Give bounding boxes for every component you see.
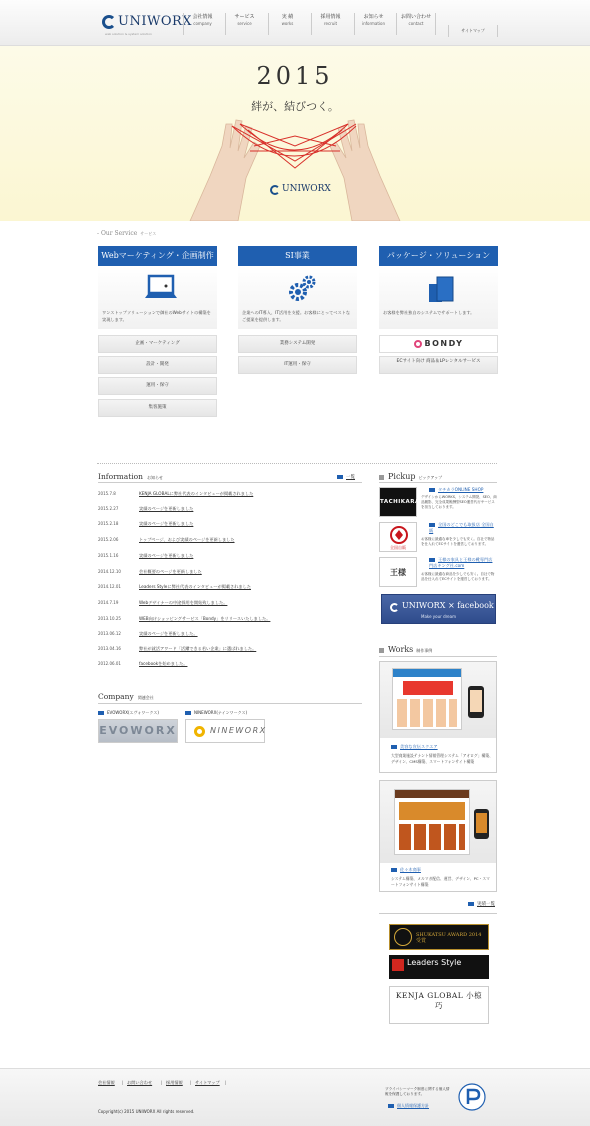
news-link[interactable]: 会社概要のページを更新しました [139,569,202,574]
evoworx-logo[interactable]: EVOWORX [98,719,178,743]
arrow-icon [391,868,397,872]
facebook-banner[interactable]: UNIWORX × facebook Make your dream [381,594,496,624]
nav-information[interactable]: お知らせ information [354,13,392,35]
news-link[interactable]: トップページ、および実績のページを更新しました [139,537,235,542]
section-divider [97,463,497,464]
award-medal-icon [394,928,412,946]
company-rule [98,703,362,704]
pickup-title: Pickup ピックアップ [379,472,442,481]
laptop-icon [144,274,178,302]
works-list-link[interactable]: 実績一覧 [468,901,495,907]
bondy-logo-icon [414,340,422,348]
news-date: 2015.7.8 [98,491,116,496]
site-footer [0,1068,590,1126]
privacy-note: プライバシーマーク制度に関する個人情報を保護しております。 [385,1087,450,1096]
information-title: Information お知らせ [98,472,163,481]
work-desc: 大型商業施設テナント情報管理システム「アオログ」構築、デザイン、CMS構築、スマートフォンサイト構築 [391,753,493,764]
news-link[interactable]: Webデザイナーの中途採用を開始致しました。 [139,600,228,605]
news-date: 2015.2.06 [98,537,119,542]
nineworx-mark-icon [194,726,205,737]
nav-recruit[interactable]: 採用情報 recruit [311,13,349,35]
uniworx-mark-icon [390,603,399,612]
ec-rental-button[interactable]: ECサイト向け 商品＆LPレンタルサービス [379,356,498,374]
pickup-desc: お客様に最適な商品を少しでも安く。自社で物品を仕入れてECサイトを運営しております。 [421,572,495,581]
kenja-global-banner[interactable]: KENJA GLOBAL 小椋 巧 [389,986,489,1024]
footer-link-sitemap[interactable]: サイトマップ [195,1080,220,1085]
work-desc: システム構築、メルマガ配信、運営、デザイン、PC・スマートフォンサイト構築 [391,876,490,887]
sitemap-link[interactable]: サイトマップ [448,25,498,37]
arrow-icon [185,711,191,715]
information-list-link[interactable]: 一覧 [337,474,355,480]
nav-contact[interactable]: お問い合わせ contact [396,13,436,35]
pickup-link[interactable]: タチカラONLINE SHOP [429,487,483,493]
company-title: Company 関連会社 [98,692,154,701]
news-date: 2014.12.10 [98,569,121,574]
service-web-desc: ワンストップソリューションで御社のWebサイトの構築を実現します。 [102,310,211,322]
web-maintenance-button[interactable]: 運用・保守 [98,377,217,395]
news-link[interactable]: 実績のページを更新しました [139,553,194,558]
copyright: Copyright(c) 2015 UNIWORX All rights reserved. [98,1109,195,1114]
web-planning-button[interactable]: 企画・マーケティング [98,335,217,353]
web-design-button[interactable]: 設計・開発 [98,356,217,374]
news-link[interactable]: facebookを始めました。 [139,661,188,666]
arrow-icon [388,1104,394,1108]
nav-service[interactable]: サービス service [225,13,263,35]
information-rule [98,482,362,483]
news-link[interactable]: 実績のページを更新しました [139,521,194,526]
arrow-icon [468,902,474,906]
nineworx-logo[interactable]: NINEWORX [185,719,265,743]
news-date: 2013.04.16 [98,646,121,651]
news-date: 2015.2.18 [98,521,119,526]
arrow-icon [429,558,435,562]
evoworx-link[interactable]: EVOWORX(エヴォワークス) [98,710,159,716]
news-date: 2013.06.12 [98,631,121,636]
hero-copy: 絆が、結びつく。 [251,100,339,113]
nav-works[interactable]: 実 績 works [268,13,306,35]
service-web-heading[interactable]: Webマーケティング・企画制作 [98,246,217,266]
desktop-mockup [394,789,470,855]
news-date: 2015.2.27 [98,506,119,511]
news-date: 2014.7.19 [98,600,119,605]
news-link[interactable]: 実績のページを更新しました。 [139,631,198,636]
hero-banner [0,46,590,221]
news-link[interactable]: WEB向けショッピングサービス「Bondy」をリリースいたしました。 [139,616,271,621]
square-icon [379,475,384,480]
service-package-desc: お客様を弊社独自のシステムでサポートします。 [383,310,475,315]
hands-string-illustration [150,106,440,221]
logo-mark-icon [102,15,116,29]
works-rule [379,656,497,657]
logo-text: UNIWORX [118,14,193,29]
works-title: Works 制作事例 [379,645,432,654]
news-date: 2015.1.16 [98,553,119,558]
si-system-dev-button[interactable]: 業務システム開発 [238,335,357,353]
service-package-panel [379,266,498,329]
news-link[interactable]: 弊社が就活アワード「活躍できる若い企業」に選ばれました。 [139,646,257,651]
pickup-desc: お客様に最適な車を少しでも安く。自社で物品を仕入れてECサイトを運営しております。 [421,537,495,546]
arrow-icon [429,488,435,492]
package-box-icon [425,274,459,304]
service-web-panel [98,266,217,329]
square-icon [379,648,384,653]
work-screenshot [380,781,496,863]
privacy-mark-icon [457,1082,487,1112]
footer-link-recruit[interactable]: 採用情報 [166,1080,183,1085]
work-link[interactable]: 美容な宣伝スクエア [391,744,438,750]
news-link[interactable]: KENJA GLOBALに弊社代表のインタビューが掲載されました [139,491,254,496]
gears-icon [284,274,318,304]
leaders-style-banner[interactable]: Leaders Style [389,955,489,979]
site-logo[interactable] [102,13,193,36]
zenkoku-logo[interactable]: 全国自販 [379,522,417,552]
nineworx-link[interactable]: NINEWORX(ナインワークス) [185,710,247,716]
ousama-logo[interactable]: 王様 [379,557,417,587]
works-bottom-rule [379,913,497,914]
desktop-mockup [392,668,462,730]
pickup-link[interactable]: 全国のどこでも取扱店 全国自販 [429,522,494,533]
news-date: 2014.12.01 [98,584,121,589]
smartphone-mockup [474,809,489,839]
pickup-desc: デザインからWORKS、システム開発、SEO、商品撮影、完全成果報酬型SEO運営代行サービスを担当しております。 [421,495,497,509]
arrow-icon [429,523,435,527]
footer-link-contact[interactable]: お問い合わせ [127,1080,153,1085]
news-date: 2013.10.25 [98,616,121,621]
service-section-label: - Our Service サービス [97,230,157,237]
privacy-policy-link[interactable]: 個人情報保護方針 [388,1103,429,1109]
footer-link-company[interactable]: 会社情報 [98,1080,115,1085]
logo-tagline: web solution & system solution [105,32,152,36]
service-si-desc: 企業へのIT導入、IT活用を支援。お客様にとってベストなご提案を提供します。 [242,310,351,322]
pickup-link[interactable]: 王様の家具と王様の靴専門店 門店キング社.com [429,557,493,568]
news-link[interactable]: 実績のページを更新しました [139,506,194,511]
hero-logo: UNIWORX [270,184,330,200]
work-link[interactable]: 佐々木商事 [391,867,421,873]
shukatsu-award-banner[interactable]: SHUKATSU AWARD 2014 受賞 [389,924,489,950]
arrow-icon [391,745,397,749]
hero-logo-mark-icon [270,185,280,195]
pickup-rule [379,482,497,483]
bondy-button[interactable]: BONDY [379,335,498,353]
si-it-operation-button[interactable]: IT運用・保守 [238,356,357,374]
work-screenshot [380,662,496,738]
arrow-icon [337,475,343,479]
hero-year: 2015 [256,62,334,90]
service-si-heading[interactable]: SI事業 [238,246,357,266]
site-header [0,0,590,46]
service-si-panel [238,266,357,329]
arrow-icon [98,711,104,715]
red-seal-icon [389,525,409,545]
web-marketing-button[interactable]: 集客施策 [98,399,217,417]
ls-mark-icon [392,959,404,971]
news-link[interactable]: Leaders Styleに弊社代表のインタビューが掲載されました [139,584,251,589]
nav-company[interactable]: 会社情報 company [183,13,221,35]
smartphone-mockup [468,686,484,718]
tachikara-logo[interactable]: TACHIKARA [379,487,417,517]
service-package-heading[interactable]: パッケージ・ソリューション [379,246,498,266]
news-date: 2012.06.01 [98,661,121,666]
